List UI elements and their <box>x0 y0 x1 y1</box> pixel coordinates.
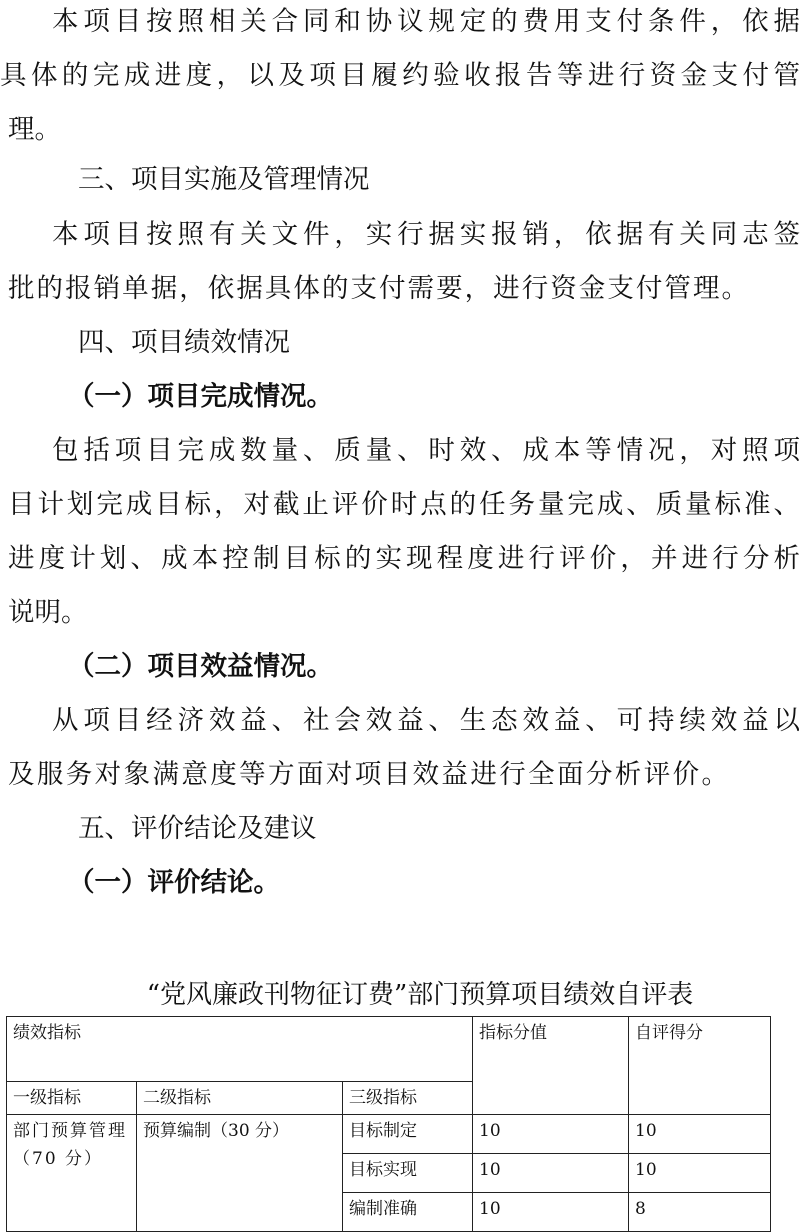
self-evaluation-table <box>6 1016 771 1232</box>
text-line: 批的报销单据，依据具体的支付需要，进行资金支付管理。 <box>8 273 748 304</box>
paragraph-benefits <box>0 694 800 802</box>
cell-level3: 目标实现 <box>343 1154 473 1193</box>
paragraph-completion <box>0 424 800 640</box>
cell-score-value: 10 <box>473 1193 629 1232</box>
cell-level1: 部门预算管理（70 分） <box>7 1115 137 1232</box>
cell-self-score: 10 <box>629 1115 771 1154</box>
paragraph-reimbursement <box>0 208 800 316</box>
header-level1: 一级指标 <box>7 1082 137 1115</box>
text-line: 进度计划、成本控制目标的实现程度进行评价，并进行分析 <box>8 543 800 574</box>
cell-level2: 预算编制（30 分） <box>137 1115 343 1232</box>
section-heading-performance: 四、项目绩效情况 <box>78 327 290 358</box>
subheading-conclusion: （一）评价结论。 <box>68 867 280 898</box>
cell-score-value: 10 <box>473 1115 629 1154</box>
header-level3: 三级指标 <box>343 1082 473 1115</box>
header-indicators: 绩效指标 <box>7 1017 473 1082</box>
text-line: 包括项目完成数量、质量、时效、成本等情况，对照项 <box>52 435 800 466</box>
cell-self-score: 10 <box>629 1154 771 1193</box>
text-line: 本项目按照相关合同和协议规定的费用支付条件，依据 <box>52 6 800 37</box>
subheading-benefits: （二）项目效益情况。 <box>68 651 333 682</box>
section-heading-implementation: 三、项目实施及管理情况 <box>78 164 370 195</box>
header-score-value: 指标分值 <box>473 1017 629 1115</box>
cell-level3: 目标制定 <box>343 1115 473 1154</box>
table-row <box>7 1115 771 1154</box>
header-self-score: 自评得分 <box>629 1017 771 1115</box>
table-title: “党风廉政刊物征订费”部门预算项目绩效自评表 <box>146 980 694 1010</box>
cell-score-value: 10 <box>473 1154 629 1193</box>
text-line: 具体的完成进度，以及项目履约验收报告等进行资金支付管 <box>0 60 800 91</box>
cell-self-score: 8 <box>629 1193 771 1232</box>
text-line: 从项目经济效益、社会效益、生态效益、可持续效益以 <box>52 705 800 736</box>
cell-level3: 编制准确 <box>343 1193 473 1232</box>
subheading-completion: （一）项目完成情况。 <box>68 381 333 412</box>
text-line: 本项目按照有关文件，实行据实报销，依据有关同志签 <box>52 219 800 250</box>
table-header-row <box>7 1017 771 1082</box>
text-line: 目计划完成目标，对截止评价时点的任务量完成、质量标准、 <box>8 489 800 520</box>
section-heading-conclusion: 五、评价结论及建议 <box>78 813 317 844</box>
text-line: 说明。 <box>8 597 88 628</box>
text-line: 及服务对象满意度等方面对项目效益进行全面分析评价。 <box>8 759 728 790</box>
paragraph-payment <box>0 0 800 157</box>
text-line: 理。 <box>8 114 61 145</box>
header-level2: 二级指标 <box>137 1082 343 1115</box>
